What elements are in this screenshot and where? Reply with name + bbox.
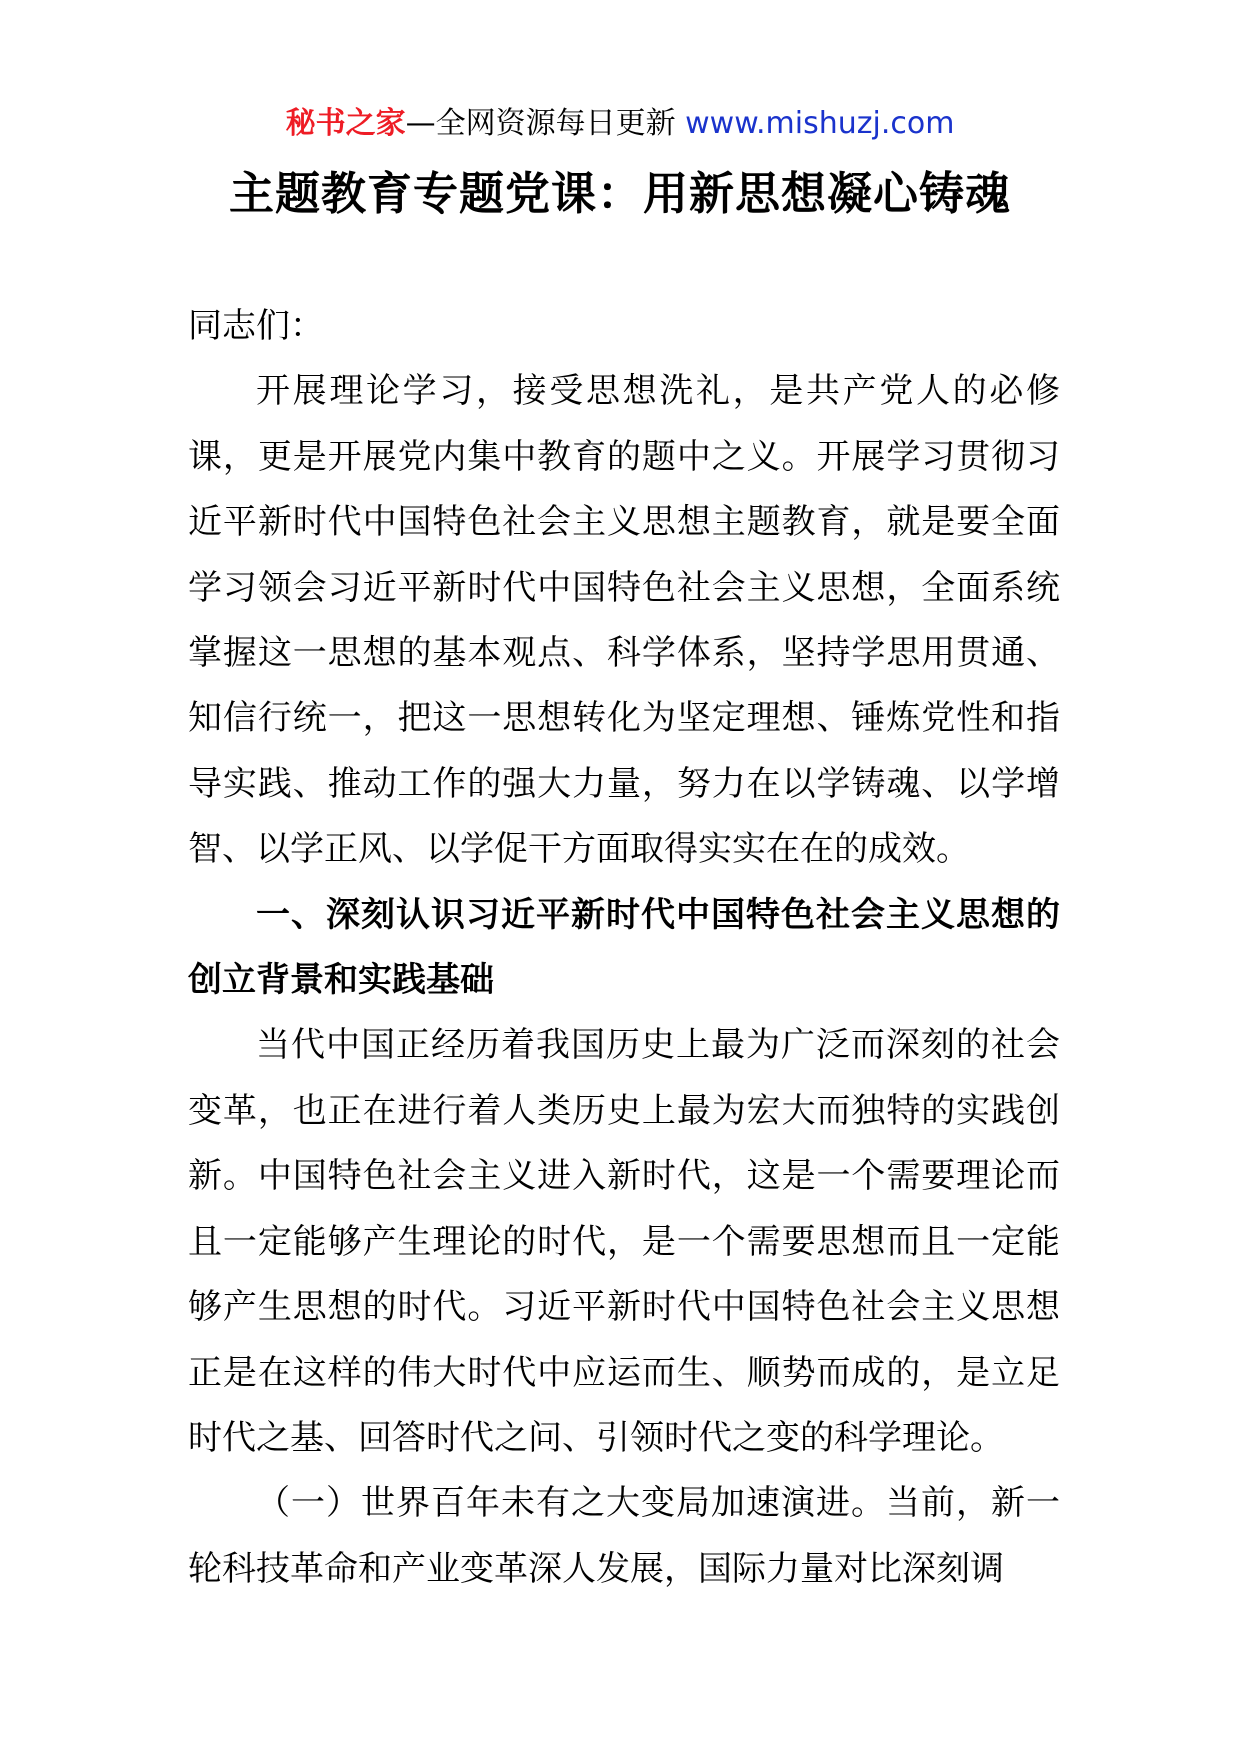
site-brand: 秘书之家: [285, 106, 406, 141]
document-body: [188, 294, 1060, 1602]
document-title: 主题教育专题党课：用新思想凝心铸魂: [228, 167, 1011, 220]
site-url: www.mishuzj.com: [685, 106, 955, 141]
paragraph: 当代中国正经历着我国历史上最为广泛而深刻的社会变革，也正在进行着人类历史上最为宏大而独特的实践创新。中国特色社会主义进入新时代，这是一个需要理论而且一定能够产生理论的时代，是一个需要思想而且一定能够产生思想的时代。习近平新时代中国特色社会主义思想正是在这样的伟大时代中应运而生、顺势而成的，是立足时代之基、回答时代之问、引领时代之变的科学理论。: [188, 1025, 1060, 1458]
section-heading: 一、深刻认识习近平新时代中国特色社会主义思想的创立背景和实践基础: [188, 894, 1060, 1001]
paragraph: 开展理论学习，接受思想洗礼，是共产党人的必修课，更是开展党内集中教育的题中之义。开展学习贯彻习近平新时代中国特色社会主义思想主题教育，就是要全面学习领会习近平新时代中国特色社会主义思想，全面系统掌握这一思想的基本观点、科学体系，坚持学思用贯通、知信行统一，把这一思想转化为坚定理想、锤炼党性和指导实践、推动工作的强大力量，努力在以学铸魂、以学增智、以学正风、以学促干方面取得实实在在的成效。: [188, 371, 1060, 870]
site-tagline: —全网资源每日更新: [405, 106, 686, 141]
paragraph: （一）世界百年未有之大变局加速演进。当前，新一轮科技革命和产业变革深人发展，国际力量对比深刻调: [188, 1483, 1060, 1589]
site-header: [0, 102, 1240, 146]
salutation: 同志们：: [188, 306, 324, 346]
